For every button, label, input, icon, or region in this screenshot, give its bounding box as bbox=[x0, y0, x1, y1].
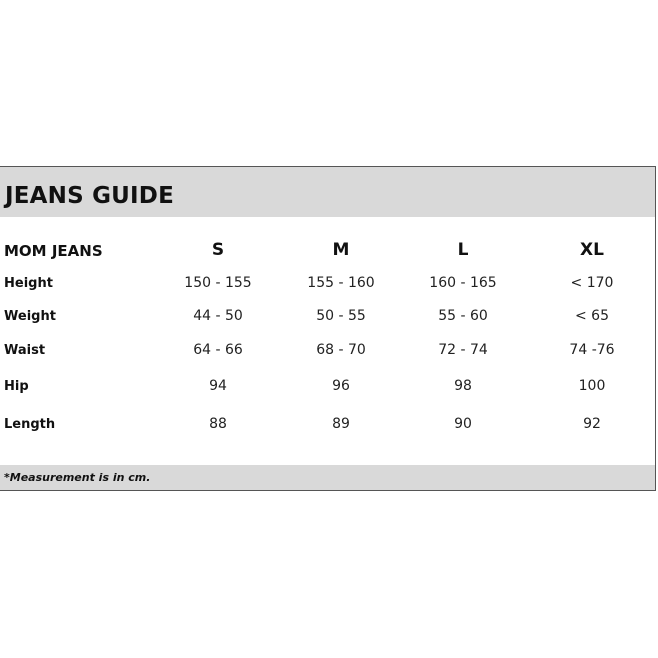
table-cell: 160 - 165 bbox=[429, 275, 497, 291]
size-header-s: S bbox=[211, 240, 225, 260]
table-cell: 72 - 74 bbox=[438, 342, 488, 358]
row-label-weight: Weight bbox=[4, 309, 56, 324]
product-name: MOM JEANS bbox=[4, 242, 103, 260]
table-cell: 155 - 160 bbox=[307, 275, 375, 291]
row-label-height: Height bbox=[4, 276, 53, 291]
table-cell: 94 bbox=[209, 378, 227, 394]
row-label-waist: Waist bbox=[4, 343, 46, 358]
measurement-footnote: *Measurement is in cm. bbox=[4, 471, 151, 484]
guide-title: JEANS GUIDE bbox=[5, 183, 175, 209]
size-header-l: L bbox=[457, 240, 469, 260]
table-cell: 90 bbox=[454, 416, 472, 432]
table-cell: 92 bbox=[583, 416, 601, 432]
size-header-xl: XL bbox=[580, 240, 604, 260]
table-cell: 55 - 60 bbox=[438, 308, 488, 324]
table-cell: 89 bbox=[332, 416, 350, 432]
table-cell: 88 bbox=[209, 416, 227, 432]
table-cell: 44 - 50 bbox=[193, 308, 243, 324]
row-label-hip: Hip bbox=[4, 379, 29, 394]
table-cell: 64 - 66 bbox=[193, 342, 243, 358]
table-cell: 100 bbox=[578, 378, 606, 394]
size-header-m: M bbox=[332, 240, 350, 260]
footer-bar bbox=[0, 465, 655, 490]
table-cell: 98 bbox=[454, 378, 472, 394]
table-cell: < 65 bbox=[575, 308, 609, 324]
table-cell: 68 - 70 bbox=[316, 342, 366, 358]
table-cell: < 170 bbox=[570, 275, 614, 291]
table-cell: 96 bbox=[332, 378, 350, 394]
row-label-length: Length bbox=[4, 417, 56, 432]
table-cell: 150 - 155 bbox=[184, 275, 252, 291]
table-cell: 50 - 55 bbox=[316, 308, 366, 324]
title-bar bbox=[0, 167, 655, 217]
size-guide-table bbox=[0, 166, 656, 491]
table-cell: 74 -76 bbox=[569, 342, 615, 358]
